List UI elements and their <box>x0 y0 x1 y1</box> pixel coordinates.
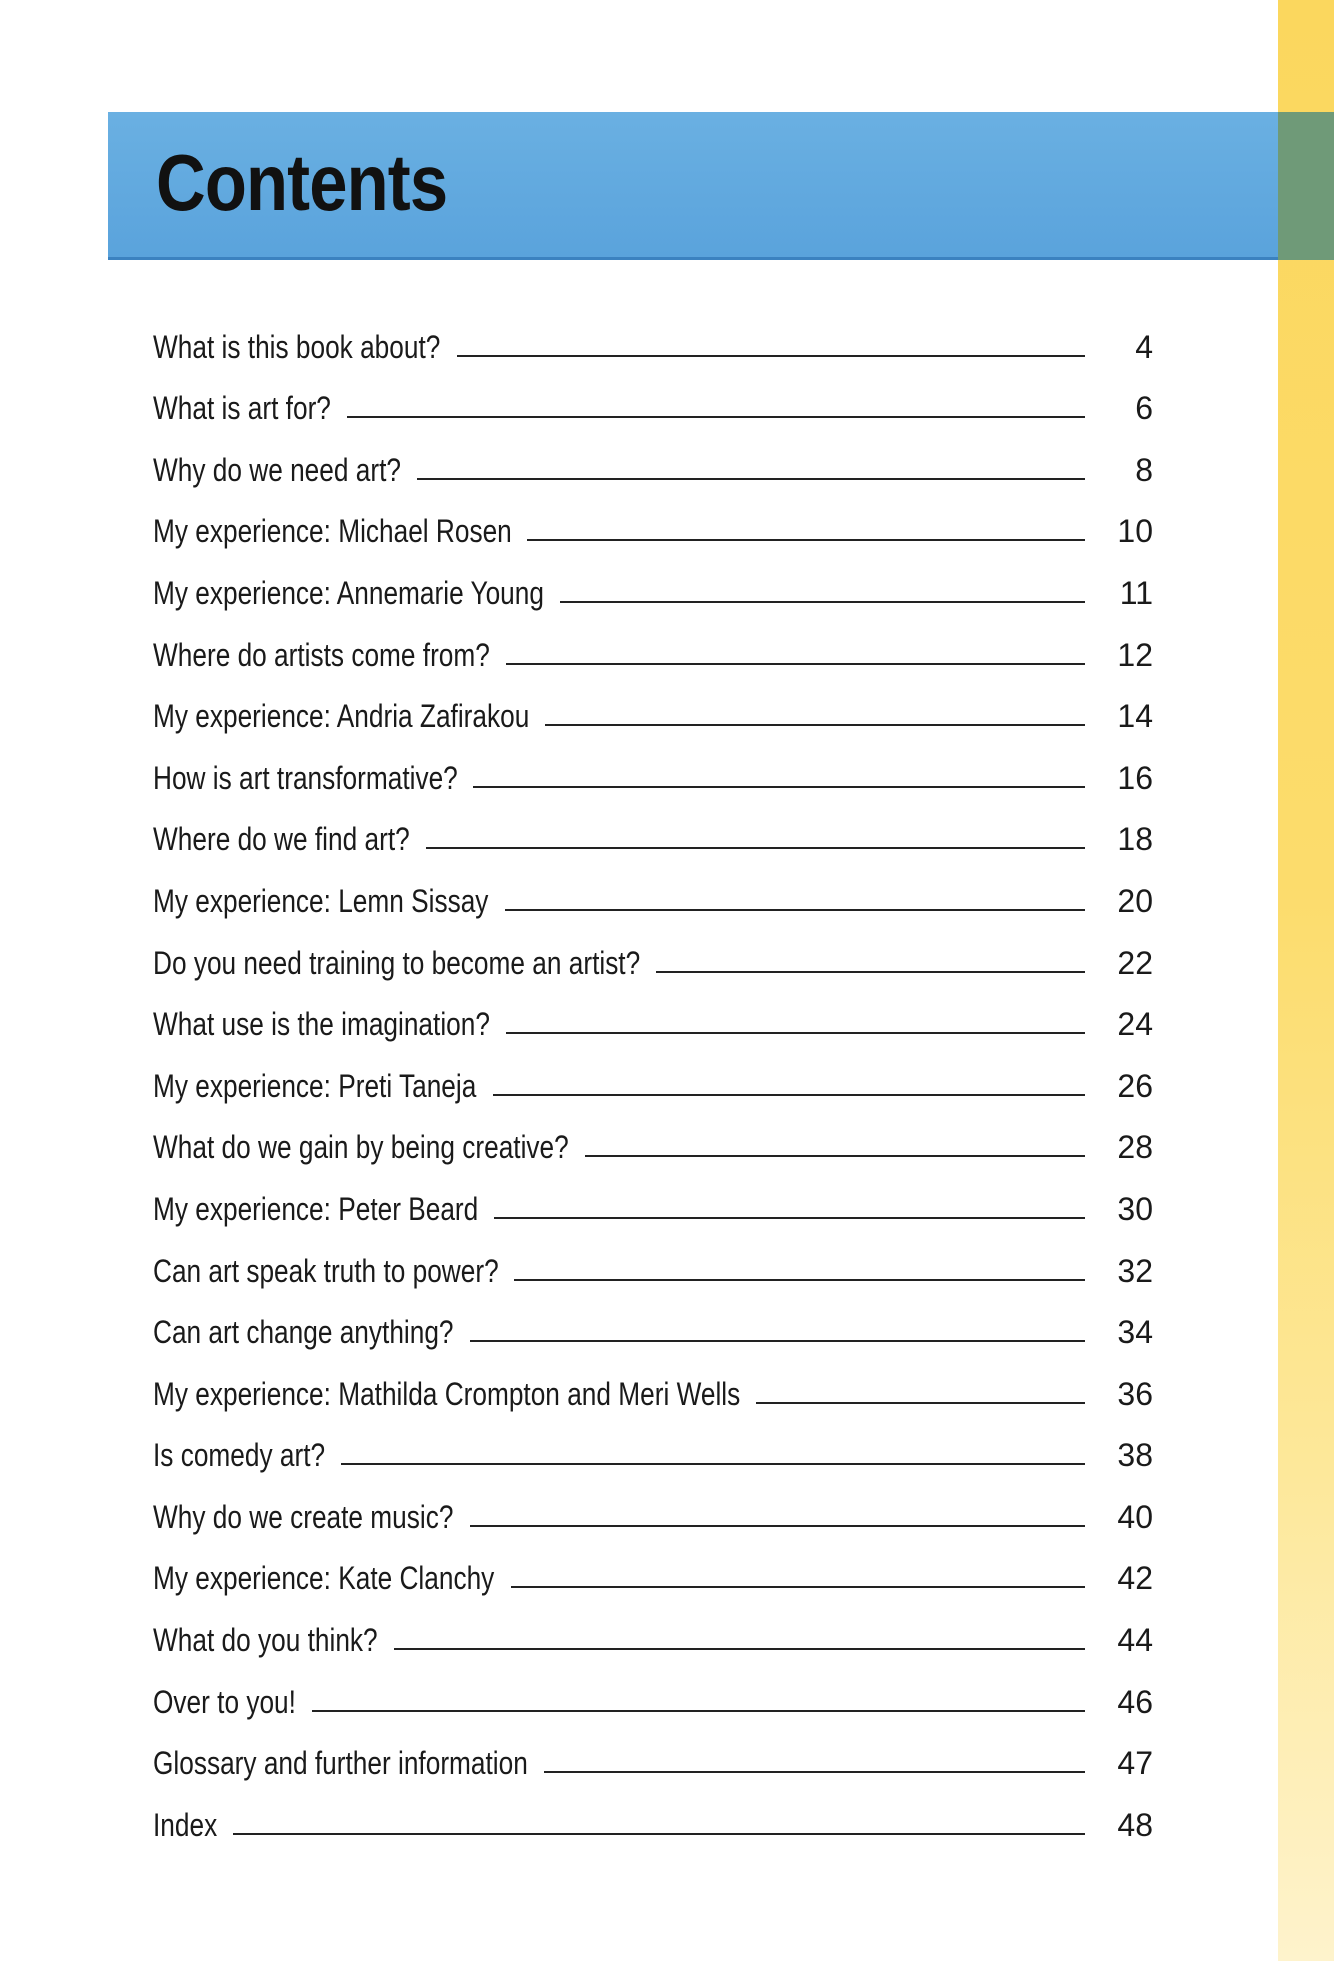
toc-entry-title: What do we gain by being creative? <box>153 1129 569 1166</box>
toc-entry <box>153 982 1153 1044</box>
toc-entry-page-number: 12 <box>1117 636 1153 673</box>
toc-entry-page-number: 10 <box>1117 513 1153 550</box>
toc-entry-title: Is comedy art? <box>153 1437 326 1474</box>
toc-leader-line <box>417 478 1085 480</box>
toc-entry <box>153 489 1153 551</box>
toc-entry-title: My experience: Preti Taneja <box>153 1067 477 1104</box>
toc-entry-page-number: 18 <box>1117 821 1153 858</box>
toc-entry-title: Why do we need art? <box>153 451 401 488</box>
toc-entry-page-number: 30 <box>1117 1190 1153 1227</box>
toc-entry-title: My experience: Mathilda Crompton and Meri Wells <box>153 1375 741 1412</box>
toc-entry <box>153 1290 1153 1352</box>
toc-leader-line <box>493 1094 1085 1096</box>
toc-entry <box>153 735 1153 797</box>
toc-entry-title: Where do artists come from? <box>153 636 490 673</box>
toc-entry <box>153 304 1153 366</box>
page-title: Contents <box>156 138 448 227</box>
toc-entry-page-number: 42 <box>1117 1560 1153 1597</box>
toc-leader-line <box>233 1833 1085 1835</box>
toc-entry-page-number: 11 <box>1119 574 1153 611</box>
toc-leader-line <box>585 1155 1085 1157</box>
toc-entry-title: My experience: Andria Zafirakou <box>153 698 530 735</box>
toc-leader-line <box>545 724 1085 726</box>
toc-entry-title: Can art speak truth to power? <box>153 1252 499 1289</box>
toc-entry <box>153 550 1153 612</box>
side-color-strip <box>1278 0 1334 1961</box>
toc-leader-line <box>656 971 1085 973</box>
toc-entry <box>153 427 1153 489</box>
toc-leader-line <box>470 1525 1085 1527</box>
banner-strip-overlap <box>1278 112 1334 260</box>
toc-leader-line <box>514 1279 1085 1281</box>
toc-entry <box>153 1721 1153 1783</box>
toc-entry-page-number: 20 <box>1117 882 1153 919</box>
toc-entry-title: Over to you! <box>153 1683 296 1720</box>
toc-entry-title: My experience: Michael Rosen <box>153 513 512 550</box>
toc-entry-page-number: 24 <box>1117 1006 1153 1043</box>
toc-entry-page-number: 40 <box>1117 1498 1153 1535</box>
toc-entry <box>153 366 1153 428</box>
toc-entry-page-number: 28 <box>1117 1129 1153 1166</box>
toc-entry-title: Can art change anything? <box>153 1314 454 1351</box>
toc-entry-page-number: 6 <box>1135 390 1153 427</box>
toc-entry-page-number: 34 <box>1117 1314 1153 1351</box>
toc-entry <box>153 858 1153 920</box>
toc-leader-line <box>347 416 1085 418</box>
toc-entry-title: What do you think? <box>153 1622 378 1659</box>
toc-entry <box>153 1782 1153 1844</box>
toc-entry-title: Where do we find art? <box>153 821 410 858</box>
toc-entry-page-number: 44 <box>1117 1622 1153 1659</box>
toc-leader-line <box>494 1217 1085 1219</box>
table-of-contents <box>153 304 1153 1844</box>
toc-entry <box>153 674 1153 736</box>
toc-entry <box>153 1043 1153 1105</box>
toc-entry <box>153 1474 1153 1536</box>
toc-entry-title: What use is the imagination? <box>153 1006 490 1043</box>
toc-entry-page-number: 46 <box>1117 1683 1153 1720</box>
toc-entry-title: Index <box>153 1806 218 1843</box>
toc-leader-line <box>394 1648 1085 1650</box>
toc-entry <box>153 1105 1153 1167</box>
toc-entry-title: How is art transformative? <box>153 759 458 796</box>
toc-entry <box>153 1228 1153 1290</box>
toc-entry-page-number: 48 <box>1117 1806 1153 1843</box>
toc-entry-page-number: 32 <box>1117 1252 1153 1289</box>
toc-entry <box>153 1536 1153 1598</box>
toc-entry-title: Why do we create music? <box>153 1498 454 1535</box>
toc-entry-page-number: 8 <box>1135 451 1153 488</box>
toc-leader-line <box>457 355 1085 357</box>
toc-entry-title: My experience: Annemarie Young <box>153 574 544 611</box>
toc-entry <box>153 612 1153 674</box>
toc-entry-title: Glossary and further information <box>153 1745 528 1782</box>
toc-leader-line <box>470 1340 1085 1342</box>
toc-entry-title: My experience: Kate Clanchy <box>153 1560 495 1597</box>
toc-leader-line <box>506 1032 1085 1034</box>
toc-leader-line <box>544 1771 1085 1773</box>
toc-entry-title: What is art for? <box>153 390 331 427</box>
toc-entry <box>153 1166 1153 1228</box>
toc-entry <box>153 797 1153 859</box>
toc-entry-page-number: 4 <box>1135 328 1153 365</box>
toc-leader-line <box>426 847 1085 849</box>
toc-leader-line <box>511 1586 1086 1588</box>
toc-leader-line <box>473 786 1085 788</box>
toc-leader-line <box>312 1710 1085 1712</box>
toc-entry <box>153 1413 1153 1475</box>
toc-entry-page-number: 38 <box>1117 1437 1153 1474</box>
toc-entry <box>153 1597 1153 1659</box>
toc-entry-title: My experience: Peter Beard <box>153 1190 479 1227</box>
toc-entry-page-number: 16 <box>1117 759 1153 796</box>
toc-leader-line <box>527 539 1085 541</box>
toc-entry-page-number: 26 <box>1117 1067 1153 1104</box>
toc-leader-line <box>341 1463 1085 1465</box>
toc-entry-title: My experience: Lemn Sissay <box>153 882 489 919</box>
toc-entry-title: What is this book about? <box>153 328 441 365</box>
toc-entry-title: Do you need training to become an artist? <box>153 944 641 981</box>
toc-entry-page-number: 36 <box>1117 1375 1153 1412</box>
toc-leader-line <box>756 1402 1085 1404</box>
toc-entry <box>153 1659 1153 1721</box>
toc-entry <box>153 1351 1153 1413</box>
toc-entry-page-number: 22 <box>1117 944 1153 981</box>
toc-entry-page-number: 14 <box>1117 698 1153 735</box>
toc-entry <box>153 920 1153 982</box>
toc-leader-line <box>560 601 1085 603</box>
toc-leader-line <box>506 663 1085 665</box>
toc-entry-page-number: 47 <box>1117 1745 1153 1782</box>
toc-leader-line <box>505 909 1086 911</box>
